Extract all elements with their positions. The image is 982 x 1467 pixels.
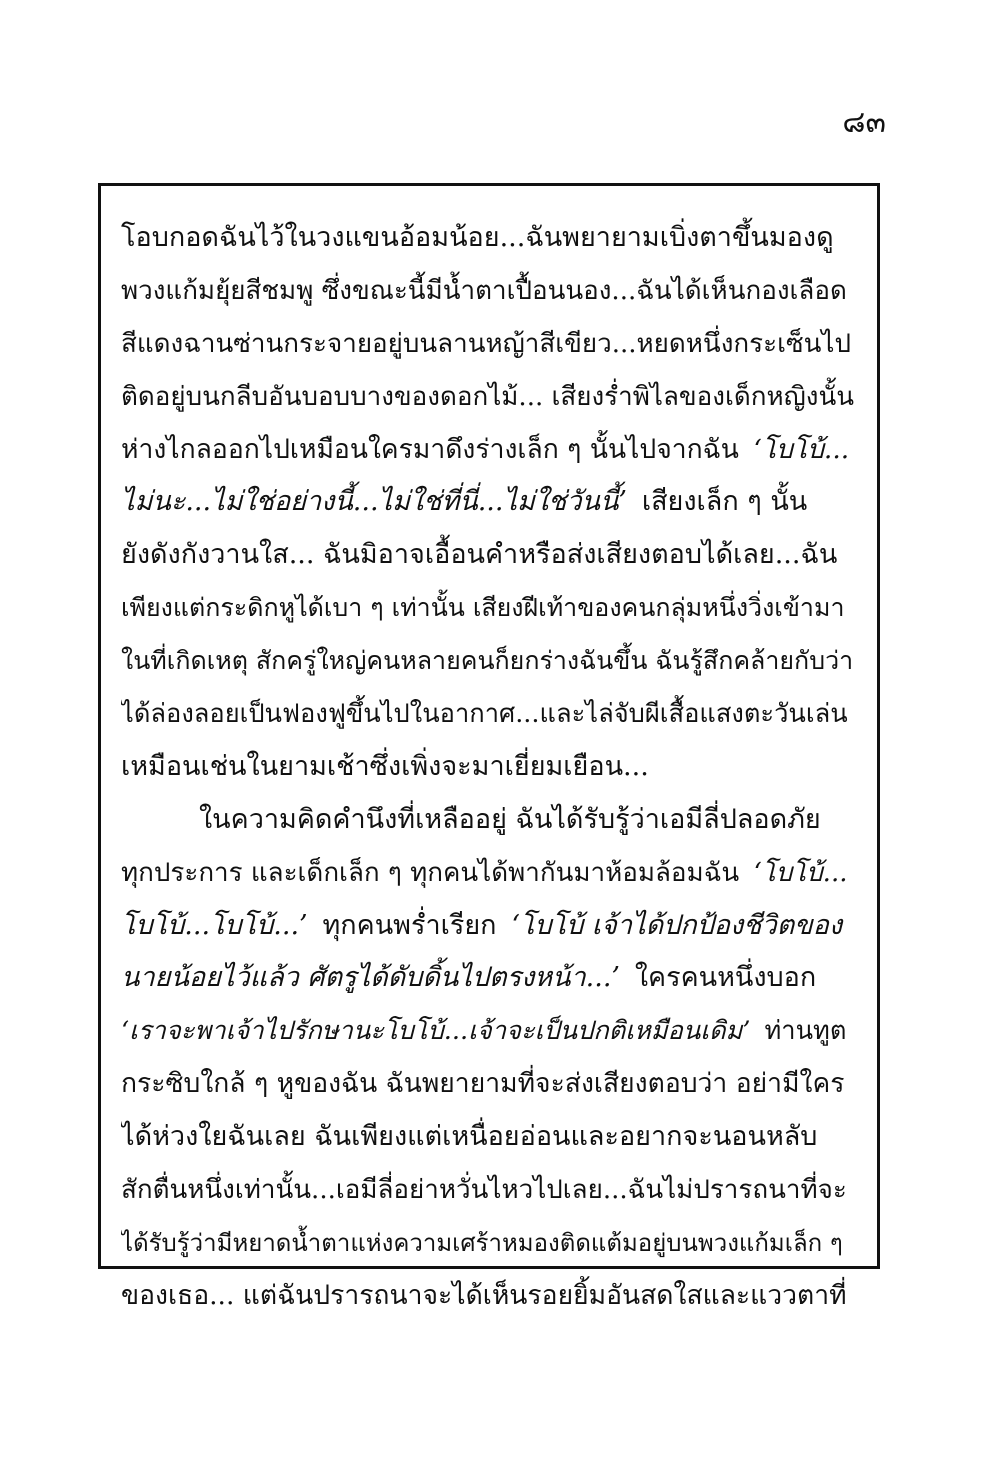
- text-line: [121, 952, 857, 1005]
- text-segment: ท่านทูต: [764, 1016, 847, 1047]
- text-frame: [98, 183, 880, 1311]
- text-line: [121, 424, 857, 477]
- quoted-speech: ‘โบโบ้ เจ้าได้ปกป้องชีวิตของ: [511, 909, 843, 941]
- text-segment: ติดอยู่บนกลีบอันบอบบางของดอกไม้... เสียงร่ำพิไลของเด็กหญิงนั้น: [121, 381, 855, 412]
- text-line: [121, 1111, 857, 1164]
- text-segment: โอบกอดฉันไว้ในวงแขนอ้อมน้อย...ฉันพยายามเบิ่งตาขึ้นมองดู: [121, 222, 834, 253]
- text-segment: ได้ล่องลอยเป็นฟองฟูขึ้นไปในอากาศ...และไล่จับผีเสื้อแสงตะวันเล่น: [121, 699, 848, 730]
- text-segment: เสียงเล็ก ๆ นั้น: [641, 486, 808, 518]
- text-line: [121, 212, 857, 265]
- text-segment: ห่างไกลออกไปเหมือนใครมาดึงร่างเล็ก ๆ นั้นไปจากฉัน: [121, 433, 739, 465]
- quoted-speech: ‘โบโบ้...: [753, 433, 850, 465]
- text-segment: พวงแก้มยุ้ยสีชมพู ซึ่งขณะนี้มีน้ำตาเปื้อนนอง...ฉันได้เห็นกองเลือด: [121, 275, 847, 306]
- text-line: [121, 529, 857, 582]
- text-segment: ของเธอ... แต่ฉันปรารถนาจะได้เห็นรอยยิ้มอันสดใสและแววตาที่: [121, 1279, 847, 1311]
- text-line: [121, 1005, 857, 1058]
- text-segment: สักตื่นหนึ่งเท่านั้น...เอมีลี่อย่าหวั่นไหวไปเลย...ฉันไม่ปรารถนาที่จะ: [121, 1175, 847, 1206]
- text-line: [121, 582, 857, 635]
- quoted-speech: โบโบ้...โบโบ้...’: [121, 909, 308, 941]
- quoted-speech: ‘เราจะพาเจ้าไปรักษานะโบโบ้...เจ้าจะเป็นปกติเหมือนเดิม’: [121, 1016, 751, 1047]
- text-segment: ใครคนหนึ่งบอก: [634, 962, 817, 994]
- text-line: [121, 318, 857, 371]
- text-line: [121, 476, 857, 529]
- quoted-speech: นายน้อยไว้แล้ว ศัตรูได้ดับดิ้นไปตรงหน้า...’: [121, 962, 620, 994]
- text-segment: ทุกคนพร่ำเรียก: [322, 909, 497, 941]
- text-line: [121, 1270, 857, 1323]
- text-line: [121, 688, 857, 741]
- text-segment: เหมือนเช่นในยามเช้าซึ่งเพิ่งจะมาเยี่ยมเยือน...: [121, 750, 649, 782]
- text-line: [121, 1217, 857, 1270]
- text-segment: ในที่เกิดเหตุ สักครู่ใหญ่คนหลายคนก็ยกร่างฉันขึ้น ฉันรู้สึกคล้ายกับว่า: [121, 646, 854, 676]
- text-line: [121, 1058, 857, 1111]
- text-segment: ได้รับรู้ว่ามีหยาดน้ำตาแห่งความเศร้าหมองติดแต้มอยู่บนพวงแก้มเล็ก ๆ: [121, 1228, 843, 1257]
- text-line: [121, 847, 857, 900]
- quoted-speech: ไม่นะ...ไม่ใช่อย่างนี้...ไม่ใช่ที่นี่...ไม่ใช่วันนี้’: [121, 486, 627, 518]
- text-line: [121, 900, 857, 953]
- text-segment: เพียงแต่กระดิกหูได้เบา ๆ เท่านั้น เสียงฝีเท้าของคนกลุ่มหนึ่งวิ่งเข้ามา: [121, 593, 845, 623]
- text-line: [121, 371, 857, 424]
- text-segment: ในความคิดคำนึงที่เหลืออยู่ ฉันได้รับรู้ว่าเอมีลี่ปลอดภัย: [199, 803, 821, 835]
- text-line: [121, 265, 857, 318]
- text-segment: ทุกประการ และเด็กเล็ก ๆ ทุกคนได้พากันมาห้อมล้อมฉัน: [121, 857, 740, 888]
- text-segment: ยังดังกังวานใส... ฉันมิอาจเอื้อนคำหรือส่งเสียงตอบได้เลย...ฉัน: [121, 539, 838, 571]
- body-text: [121, 212, 857, 1323]
- quoted-speech: ‘โบโบ้...: [753, 857, 848, 888]
- text-segment: กระซิบใกล้ ๆ หูของฉัน ฉันพยายามที่จะส่งเสียงตอบว่า อย่ามีใคร: [121, 1068, 845, 1100]
- text-line: [121, 794, 857, 847]
- text-line: [121, 741, 857, 794]
- text-segment: ได้ห่วงใยฉันเลย ฉันเพียงแต่เหนื่อยอ่อนและอยากจะนอนหลับ: [121, 1121, 818, 1153]
- text-segment: สีแดงฉานซ่านกระจายอยู่บนลานหญ้าสีเขียว...หยดหนึ่งกระเซ็นไป: [121, 328, 851, 359]
- text-line: [121, 1164, 857, 1217]
- text-line: [121, 635, 857, 688]
- page-number: ๘๓: [842, 105, 886, 140]
